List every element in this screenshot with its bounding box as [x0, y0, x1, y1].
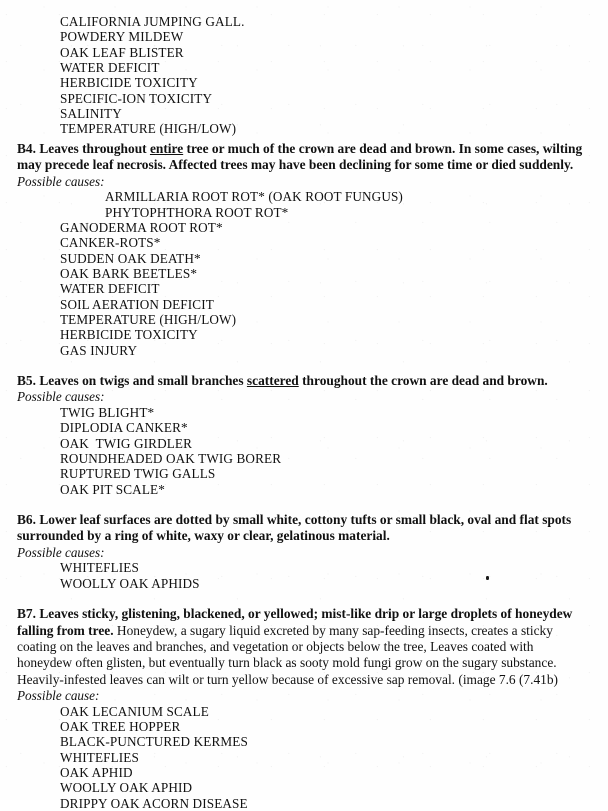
- section-label: B6.: [17, 512, 36, 527]
- cause-list-item: TEMPERATURE (HIGH/LOW): [60, 121, 237, 137]
- cause-list-item: OAK APHID: [60, 765, 133, 781]
- cause-list-item: SALINITY: [60, 106, 122, 122]
- cause-list-item: CALIFORNIA JUMPING GALL.: [60, 14, 245, 29]
- possible-causes-label: Possible cause:: [17, 688, 100, 704]
- cause-list-item: ARMILLARIA ROOT ROT* (OAK ROOT FUNGUS): [105, 189, 403, 205]
- cause-list-item: SOIL AERATION DEFICIT: [60, 296, 214, 312]
- section-heading-text: Lower leaf surfaces are dotted by small white, cottony tufts or small black, oval and flat spots surrounded by a ring of white, waxy or clear, gelatinous material.: [17, 512, 572, 544]
- cause-list-item: BLACK-PUNCTURED KERMES: [60, 734, 248, 750]
- cause-list-item: DRIPPY OAK ACORN DISEASE: [60, 795, 248, 811]
- sections-container: [0, 137, 608, 811]
- cause-list-item: CANKER-ROTS*: [60, 235, 161, 251]
- cause-list-item: WATER DEFICIT: [60, 281, 160, 297]
- top-cause-list: [0, 14, 608, 137]
- section-heading-emphasis: scattered: [246, 372, 299, 388]
- section-label: B4.: [17, 140, 36, 156]
- cause-list-item: SPECIFIC-ION TOXICITY: [60, 90, 213, 106]
- section-heading-text-after: tree or much of the crown are dead and brown. In some cases, wilting may precede leaf necrosis. Affected trees may have been declining for some time or died suddenly.: [17, 140, 583, 173]
- section-heading-text: Leaves throughout: [35, 140, 150, 156]
- cause-list-item: WOOLLY OAK APHID: [60, 780, 193, 796]
- cause-list-item: PHYTOPHTHORA ROOT ROT*: [105, 204, 289, 220]
- cause-list-item: TWIG BLIGHT*: [60, 404, 155, 420]
- cause-list-item: OAK PIT SCALE*: [60, 481, 165, 497]
- possible-causes-label: Possible causes:: [17, 544, 105, 560]
- cause-list-item: ROUNDHEADED OAK TWIG BORER: [60, 450, 282, 466]
- section-heading-b5: [0, 373, 608, 389]
- cause-list-item: POWDERY MILDEW: [60, 29, 184, 45]
- cause-list-item: GANODERMA ROOT ROT*: [60, 219, 223, 235]
- section-heading-text-after: throughout the crown are dead and brown.: [298, 372, 548, 388]
- section-heading-b7: [0, 606, 608, 688]
- scan-speck-icon: [486, 576, 489, 580]
- cause-list-item: WHITEFLIES: [60, 560, 139, 576]
- cause-list-item: OAK LEAF BLISTER: [60, 44, 184, 60]
- section-heading-emphasis: entire: [149, 140, 184, 156]
- section-label: B5.: [17, 372, 36, 388]
- cause-list-item: DIPLODIA CANKER*: [60, 420, 188, 436]
- possible-causes-label: Possible causes:: [17, 173, 105, 189]
- section-spacer: [0, 591, 608, 606]
- cause-list-item: OAK BARK BEETLES*: [60, 265, 198, 281]
- section-heading-b4: [0, 141, 608, 174]
- section-heading-b6: [0, 512, 608, 545]
- top-spacer: [0, 0, 608, 14]
- cause-list-item: WOOLLY OAK APHIDS: [60, 575, 200, 591]
- cause-list-item: OAK LECANIUM SCALE: [60, 703, 209, 719]
- section-label: B7.: [17, 606, 36, 622]
- cause-list-item: TEMPERATURE (HIGH/LOW): [60, 311, 237, 327]
- cause-list-item: GAS INJURY: [60, 342, 138, 358]
- cause-list-item: RUPTURED TWIG GALLS: [60, 466, 216, 482]
- cause-list-item: HERBICIDE TOXICITY: [60, 75, 198, 91]
- cause-list-item: WHITEFLIES: [60, 749, 139, 765]
- section-heading-text: Leaves on twigs and small branches: [35, 372, 247, 388]
- section-heading-text: Leaves sticky, glistening, blackened, or yellowed; mist-like drip or large droplets of honeydew falling from tree.: [17, 606, 573, 638]
- section-body-text: Honeydew, a sugary liquid excreted by many sap-feeding insects, creates a sticky coating on the leaves and branches, and vegetation or objects below the tree, Leaves coated with honeydew often glisten, but eventually turn black as sooty mold fungi grow on the sugary substance. Heavily-infested leaves can wilt or turn yellow because of excessive sap removal. (image 7.6 (7.41b): [17, 622, 559, 687]
- cause-list-item: OAK TWIG GIRDLER: [60, 435, 193, 451]
- section-spacer: [0, 358, 608, 373]
- cause-list-item: OAK TREE HOPPER: [60, 719, 181, 735]
- cause-list-item: WATER DEFICIT: [60, 60, 160, 76]
- section-spacer: [0, 497, 608, 512]
- cause-list-item: HERBICIDE TOXICITY: [60, 327, 198, 343]
- possible-causes-label: Possible causes:: [17, 389, 105, 405]
- cause-list-item: SUDDEN OAK DEATH*: [60, 250, 201, 266]
